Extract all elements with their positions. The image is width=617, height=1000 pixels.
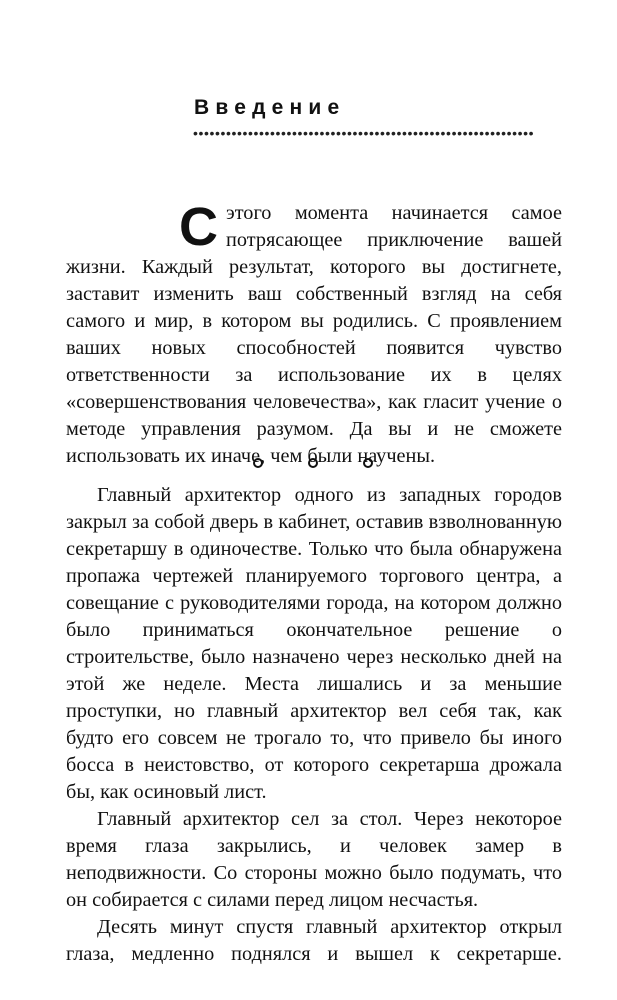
ornament-circle-icon xyxy=(253,458,263,468)
intro-paragraph xyxy=(66,197,562,470)
body-paragraph-3: Десять минут спустя главный архитектор открыл глаза, медленно поднялся и вышел к секретарше. xyxy=(66,916,562,965)
chapter-heading: Введение xyxy=(194,96,346,119)
intro-text: этого момента начинается самое потрясающее приключение вашей жизни. Каждый результат, которого вы достигнете, заставит изменить ваш собственный взгляд на себя самого и мир, в котором вы родились. С проявлением ваших новых способностей появится чувство ответственности за использование их в целях «совершенствования человечества», как гласит учение о методе управления разумом. Да вы и не сможете использовать их иначе, чем были научены. xyxy=(66,202,562,467)
ornament-circle-icon xyxy=(308,458,318,468)
body-paragraph-1: Главный архитектор одного из западных городов закрыл за собой дверь в кабинет, оставив взволнованную секретаршу в одиночестве. Только что была обнаружена пропажа чертежей планируемого торгового центра, а совещание с руководителями города, на котором должно было приниматься окончательное решение о строительстве, было назначено через несколько дней на этой же неделе. Места лишались и за меньшие проступки, но главный архитектор вел себя так, как будто его совсем не трогало то, что привело бы иного босса в неистовство, от которого секретарша дрожала бы, как осиновый лист. xyxy=(66,484,562,803)
intro-section xyxy=(66,197,562,470)
body-paragraph-2: Главный архитектор сел за стол. Через некоторое время глаза закрылись, и человек замер в неподвижности. Со стороны можно было подумать, что он собирается с силами перед лицом несчастья. xyxy=(66,808,562,911)
section-separator xyxy=(253,455,373,471)
drop-cap: С xyxy=(179,197,218,257)
dotted-rule xyxy=(193,126,563,140)
book-page xyxy=(66,0,562,1000)
ornament-circle-icon xyxy=(363,458,373,468)
body-section xyxy=(66,482,562,968)
